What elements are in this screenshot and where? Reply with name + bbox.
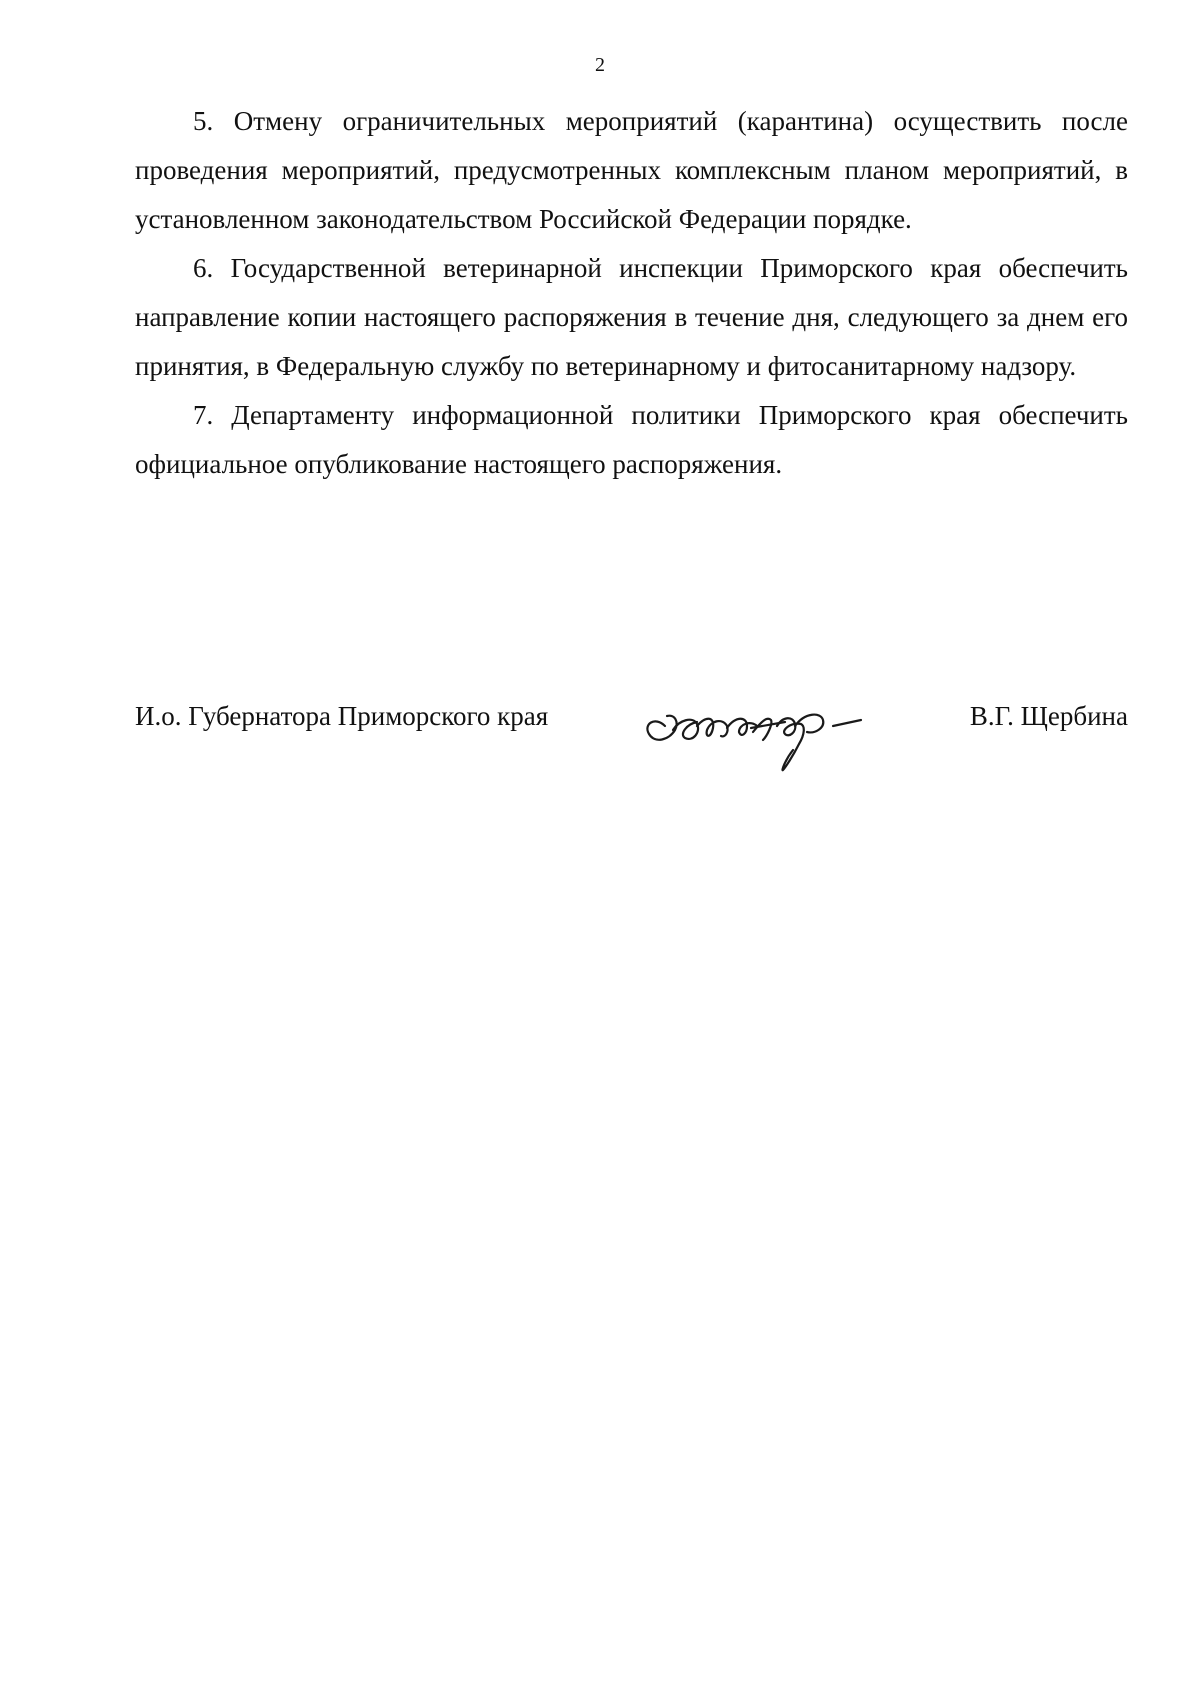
signature-block xyxy=(135,686,1128,776)
page-number: 2 xyxy=(595,54,605,76)
document-body xyxy=(135,97,1128,489)
signatory-name: В.Г. Щербина xyxy=(969,701,1128,731)
handwritten-signature-icon xyxy=(635,686,895,774)
paragraph-5: 5. Отмену ограничительных мероприятий (карантина) осуществить после проведения мероприятий, предусмотренных комплексным планом мероприятий, в установленном законодательством Российской Федерации порядке. xyxy=(135,106,1128,234)
paragraph-6: 6. Государственной ветеринарной инспекции Приморского края обеспечить направление копии настоящего распоряжения в течение дня, следующего за днем его принятия, в Федеральную службу по ветеринарному и фитосанитарному надзору. xyxy=(135,253,1128,381)
signatory-position: И.о. Губернатора Приморского края xyxy=(135,701,549,731)
paragraph-7: 7. Департаменту информационной политики Приморского края обеспечить официальное опубликование настоящего распоряжения. xyxy=(135,400,1128,479)
